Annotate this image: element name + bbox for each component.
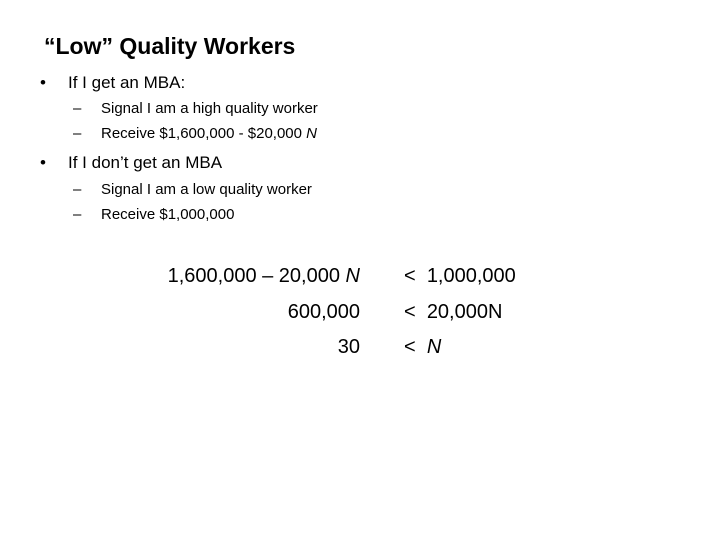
bullet-mark: • bbox=[40, 153, 46, 172]
bullet-text: If I get an MBA: bbox=[68, 73, 186, 92]
inequality-left bbox=[338, 334, 360, 360]
sub-bullet-low-signal bbox=[73, 180, 312, 200]
inequality-right bbox=[404, 334, 441, 360]
inequality-right bbox=[404, 263, 516, 289]
bullet-mark: • bbox=[40, 73, 46, 92]
sub-bullet-mba-pay bbox=[73, 124, 317, 144]
inequality-right bbox=[404, 299, 502, 325]
dash-mark: – bbox=[73, 125, 82, 142]
inequality-right-text: 20,000N bbox=[426, 301, 503, 323]
less-than-sign: < bbox=[404, 336, 416, 358]
inequality-left bbox=[168, 263, 360, 289]
slide-title: “Low” Quality Workers bbox=[44, 33, 296, 59]
less-than-sign: < bbox=[404, 265, 416, 287]
sub-bullet-text: Receive $1,000,000 bbox=[101, 206, 235, 223]
dash-mark: – bbox=[73, 181, 82, 198]
less-than-sign: < bbox=[404, 301, 416, 323]
variable-n: N bbox=[306, 125, 317, 142]
variable-n: N bbox=[426, 336, 442, 358]
inequality-right-text: 1,000,000 bbox=[426, 265, 516, 287]
inequality-left bbox=[288, 299, 360, 325]
sub-bullet-text: Signal I am a low quality worker bbox=[101, 181, 312, 198]
dash-mark: – bbox=[73, 206, 82, 223]
bullet-text: If I don’t get an MBA bbox=[68, 153, 223, 172]
inequality-left-text: 30 bbox=[337, 336, 360, 358]
sub-bullet-text: Receive $1,600,000 - $20,000 bbox=[101, 125, 307, 142]
inequality-left-text: 1,600,000 – 20,000 bbox=[167, 265, 346, 287]
inequality-left-text: 600,000 bbox=[287, 301, 360, 323]
variable-n: N bbox=[345, 265, 360, 287]
bullet-no-mba bbox=[40, 152, 223, 174]
sub-bullet-no-mba-pay bbox=[73, 205, 235, 225]
sub-bullet-high-signal bbox=[73, 99, 318, 119]
dash-mark: – bbox=[73, 100, 82, 117]
sub-bullet-text: Signal I am a high quality worker bbox=[101, 100, 318, 117]
bullet-mba bbox=[40, 72, 186, 94]
